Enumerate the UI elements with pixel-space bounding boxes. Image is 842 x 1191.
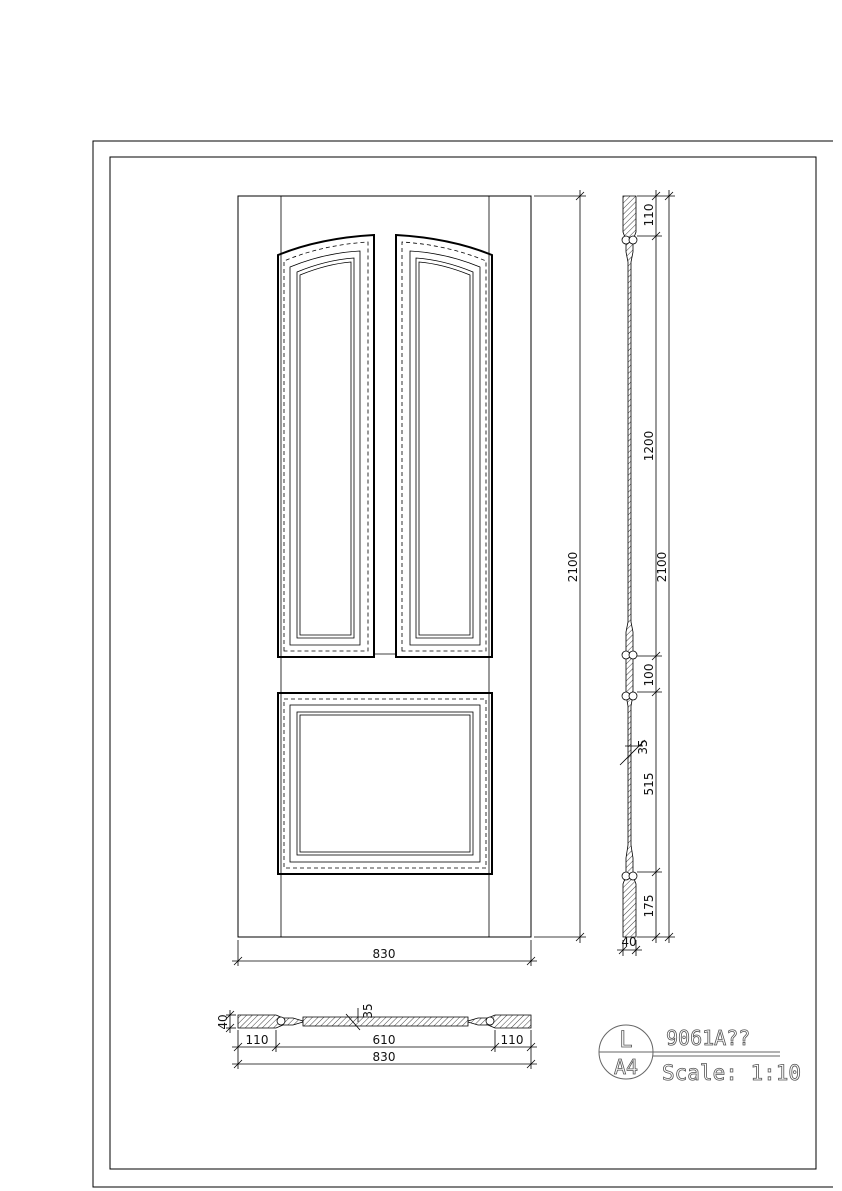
section-right-label: 110 — [500, 1033, 524, 1047]
door-front-view — [232, 190, 586, 966]
side-dim-175: 175 — [642, 894, 656, 918]
orientation-letter: L — [619, 1028, 633, 1053]
width-dimension — [232, 940, 537, 966]
section-thickness-label: 40 — [216, 1014, 230, 1030]
section-middle-label: 610 — [372, 1033, 396, 1047]
paper-size: A4 — [613, 1055, 639, 1079]
scale-label: Scale: 1:10 — [662, 1061, 802, 1085]
section-total-label: 830 — [372, 1050, 396, 1064]
title-block — [599, 1025, 801, 1085]
bottom-section — [216, 1003, 537, 1069]
height-dimension — [534, 190, 586, 943]
side-dim-110: 110 — [642, 203, 656, 227]
side-section — [617, 190, 675, 956]
side-dim-1200: 1200 — [642, 430, 656, 462]
side-dim-515: 515 — [642, 772, 656, 796]
width-label: 830 — [372, 947, 396, 961]
arched-panel-left — [278, 235, 374, 657]
door-outline — [238, 196, 531, 937]
side-dim-35: 35 — [636, 739, 650, 755]
side-dim-40: 40 — [621, 935, 637, 949]
side-dim-2100: 2100 — [655, 551, 669, 583]
section-left-label: 110 — [245, 1033, 269, 1047]
section-profile-label: 35 — [361, 1003, 375, 1019]
side-dim-100: 100 — [642, 663, 656, 687]
bottom-panel — [278, 693, 492, 874]
model-number: 9061A?? — [666, 1026, 751, 1050]
height-label: 2100 — [566, 551, 580, 583]
arched-panel-right — [396, 235, 492, 657]
